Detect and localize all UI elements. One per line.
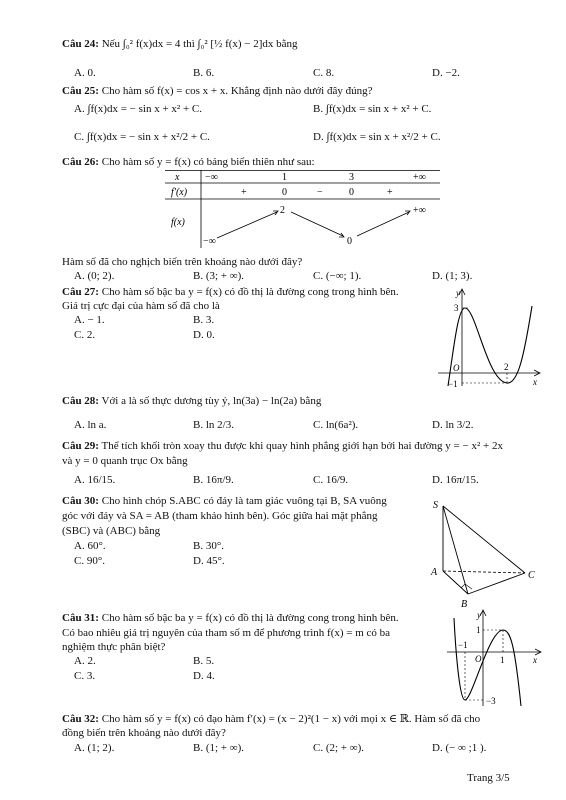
sign-plus: + (241, 187, 247, 198)
question-number: Câu 29: (62, 440, 99, 452)
table-x-3: 3 (349, 172, 354, 183)
question-30 (62, 495, 387, 508)
variation-table (165, 170, 440, 250)
max-label: 3 (454, 303, 459, 313)
sign-plus: + (387, 187, 393, 198)
table-f-label: f(x) (171, 217, 185, 228)
origin-label: O (453, 363, 460, 373)
option-d[interactable]: D. (1; 3). (432, 270, 473, 282)
question-text: Cho hàm số bậc ba y = f(x) có đồ thị là đường cong trong hình bên. (101, 286, 399, 298)
y-1-label: 1 (476, 625, 481, 635)
question-number: Câu 26: (62, 156, 99, 168)
question-26 (62, 156, 315, 169)
question-text: Thể tích khối tròn xoay thu được khi quay hình phẳng giới hạn bởi hai đường y = − x² + 2x (101, 440, 503, 452)
option-d[interactable]: D. ∫f(x)dx = sin x + x²/2 + C. (313, 131, 441, 143)
vertex-b: B (461, 599, 468, 610)
x-1-label: 1 (500, 655, 505, 665)
question-28 (62, 395, 321, 408)
question-text: Cho hàm số f(x) = cos x + x. Khẳng định nào dưới đây đúng? (101, 85, 373, 97)
question-number: Câu 31: (62, 612, 99, 624)
option-a[interactable]: A. ln a. (74, 419, 107, 431)
option-b[interactable]: B. 16π/9. (193, 474, 234, 486)
option-b[interactable]: B. (1; + ∞). (193, 742, 245, 754)
question-text: Cho hàm số bậc ba y = f(x) có đồ thị là đường cong trong hình bên. (101, 612, 399, 624)
option-d[interactable]: D. 4. (193, 670, 215, 682)
option-c[interactable]: C. (2; + ∞). (313, 742, 365, 754)
question-number: Câu 25: (62, 85, 99, 97)
option-d[interactable]: D. 0. (193, 329, 215, 341)
vertex-s: S (433, 500, 438, 511)
option-d[interactable]: D. (− ∞ ;1 ). (432, 742, 487, 754)
option-c[interactable]: C. (−∞; 1). (313, 270, 362, 282)
option-b[interactable]: B. ∫f(x)dx = sin x + x² + C. (313, 103, 432, 115)
question-text: Cho hàm số y = f(x) có bảng biến thiên như sau: (101, 156, 315, 168)
y-axis-label: y (477, 610, 481, 620)
question-text-cont: góc với đáy và SA = AB (tham khảo hình bên). Góc giữa hai mặt phẳng (62, 510, 378, 522)
table-x-label: x (175, 172, 180, 183)
option-a[interactable]: A. 16/15. (74, 474, 116, 486)
f-value-2: 2 (280, 205, 285, 216)
question-text: Với a là số thực dương tùy ý, ln(3a) − ln(2a) bằng (101, 395, 322, 407)
question-text: Nếu ∫₀² f(x)dx = 4 thì ∫₀² [½ f(x) − 2]dx bằng (101, 38, 298, 50)
x-neg-1-label: −1 (458, 640, 468, 650)
sign-zero: 0 (282, 187, 287, 198)
y-axis-label: y (456, 288, 460, 298)
option-c[interactable]: C. ln(6a²). (313, 419, 359, 431)
option-b[interactable]: B. 30°. (193, 540, 224, 552)
option-a[interactable]: A. ∫f(x)dx = − sin x + x² + C. (74, 103, 202, 115)
sign-minus: − (317, 187, 323, 198)
option-a[interactable]: A. 60°. (74, 540, 106, 552)
option-c[interactable]: C. 16/9. (313, 474, 349, 486)
f-value-0: 0 (347, 236, 352, 247)
table-fprime-label: f′(x) (171, 187, 188, 198)
increase-arrow (357, 212, 409, 236)
table-x-1: 1 (282, 172, 287, 183)
option-a[interactable]: A. − 1. (74, 314, 105, 326)
option-c[interactable]: C. 90°. (74, 555, 105, 567)
option-c[interactable]: C. 8. (313, 67, 335, 79)
question-text-cont: Có bao nhiêu giá trị nguyên của tham số m để phương trình f(x) = m có ba (62, 627, 391, 639)
question-number: Câu 30: (62, 495, 99, 507)
question-text-cont: Giá trị cực đại của hàm số đã cho là (62, 300, 220, 312)
cubic-curve (454, 618, 521, 706)
cubic-curve (448, 306, 532, 386)
question-text-cont: (SBC) và (ABC) bằng (62, 525, 161, 537)
question-number: Câu 27: (62, 286, 99, 298)
option-d[interactable]: D. 16π/15. (432, 474, 479, 486)
question-number: Câu 32: (62, 713, 99, 725)
question-27 (62, 286, 399, 299)
option-a[interactable]: A. 2. (74, 655, 96, 667)
f-value-pos-inf: +∞ (413, 205, 426, 216)
option-a[interactable]: A. (0; 2). (74, 270, 115, 282)
option-b[interactable]: B. 3. (193, 314, 215, 326)
pyramid-figure (425, 496, 545, 612)
min-label: −1 (448, 379, 458, 389)
option-a[interactable]: A. 0. (74, 67, 96, 79)
y-neg-3-label: −3 (486, 696, 496, 706)
option-d[interactable]: D. −2. (432, 67, 460, 79)
f-value-neg-inf: −∞ (203, 236, 216, 247)
question-text: Cho hàm số y = f(x) có đạo hàm f′(x) = (x − 2)²(1 − x) với mọi x ∈ ℝ. Hàm số đã cho (101, 713, 481, 725)
option-d[interactable]: D. 45°. (193, 555, 225, 567)
decrease-arrow (291, 212, 343, 236)
table-x-neg-inf: −∞ (205, 172, 218, 183)
question-26-prompt: Hàm số đã cho nghịch biến trên khoảng nào dưới đây? (62, 256, 303, 268)
page-number: Trang 3/5 (467, 772, 510, 784)
increase-arrow (217, 212, 277, 238)
q27-graph (432, 286, 544, 390)
x-axis-label: x (533, 655, 537, 665)
option-c[interactable]: C. ∫f(x)dx = − sin x + x²/2 + C. (74, 131, 210, 143)
question-text-cont: đồng biến trên khoảng nào dưới đây? (62, 727, 226, 739)
option-d[interactable]: D. ln 3/2. (432, 419, 474, 431)
option-b[interactable]: B. ln 2/3. (193, 419, 234, 431)
option-b[interactable]: B. 6. (193, 67, 215, 79)
question-text-cont: và y = 0 quanh trục Ox bằng (62, 455, 188, 467)
x-axis-label: x (533, 377, 537, 387)
table-x-pos-inf: +∞ (413, 172, 426, 183)
question-24 (62, 38, 298, 51)
vertex-c: C (528, 570, 535, 581)
sign-zero: 0 (349, 187, 354, 198)
option-c[interactable]: C. 2. (74, 329, 96, 341)
question-29 (62, 440, 503, 453)
question-text-cont: nghiệm thực phân biệt? (62, 641, 166, 653)
question-25 (62, 85, 372, 98)
q31-graph (445, 608, 545, 708)
option-a[interactable]: A. (1; 2). (74, 742, 115, 754)
question-number: Câu 24: (62, 38, 99, 50)
option-b[interactable]: B. (3; + ∞). (193, 270, 245, 282)
question-31 (62, 612, 399, 625)
question-text: Cho hình chóp S.ABC có đáy là tam giác vuông tại B, SA vuông (101, 495, 387, 507)
option-c[interactable]: C. 3. (74, 670, 96, 682)
origin-label: O (475, 654, 482, 664)
question-number: Câu 28: (62, 395, 99, 407)
option-b[interactable]: B. 5. (193, 655, 215, 667)
x-2-label: 2 (504, 362, 509, 372)
question-32 (62, 713, 480, 726)
vertex-a: A (431, 567, 438, 578)
